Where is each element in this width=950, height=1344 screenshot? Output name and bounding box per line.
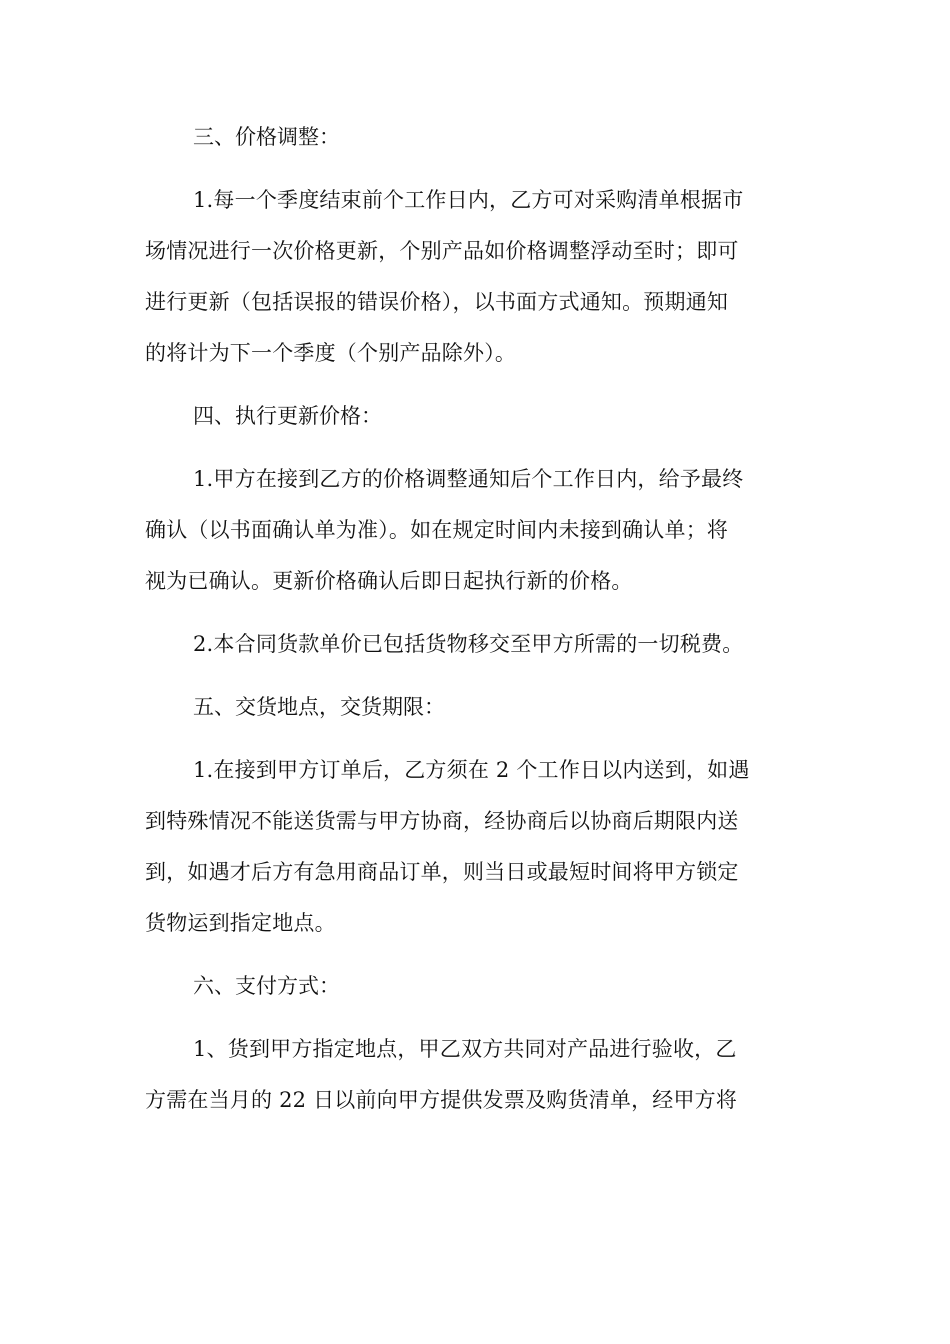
text-line: 1、货到甲方指定地点，甲乙双方共同对产品进行验收，乙 (193, 1037, 737, 1061)
document-body (145, 112, 810, 1138)
section-heading-delivery: 五、交货地点，交货期限： (193, 695, 445, 719)
text-line: 视为已确认。更新价格确认后即日起执行新的价格。 (145, 569, 633, 593)
text-line: 1.每一个季度结束前个工作日内，乙方可对采购清单根据市 (193, 188, 744, 212)
text-line: 1.在接到甲方订单后，乙方须在 2 个工作日以内送到，如遇 (193, 758, 750, 782)
text-line: 进行更新（包括误报的错误价格），以书面方式通知。预期通知 (145, 290, 729, 314)
section-heading-price-adjustment: 三、价格调整： (193, 125, 340, 149)
paragraph-price-adjustment-1 (145, 175, 810, 379)
paragraph-delivery-1 (145, 745, 810, 949)
text-line: 1.甲方在接到乙方的价格调整通知后个工作日内，给予最终 (193, 467, 744, 491)
section-heading-payment: 六、支付方式： (193, 974, 340, 998)
text-line: 到，如遇才后方有急用商品订单，则当日或最短时间将甲方锁定 (145, 860, 739, 884)
text-line: 的将计为下一个季度（个别产品除外）。 (145, 341, 517, 365)
paragraph-execute-price-2 (145, 619, 810, 670)
text-line: 方需在当月的 22 日以前向甲方提供发票及购货清单，经甲方将 (145, 1088, 738, 1112)
paragraph-execute-price-1 (145, 454, 810, 607)
section-heading-execute-price: 四、执行更新价格： (193, 404, 382, 428)
paragraph-payment-1 (145, 1024, 810, 1126)
text-line: 场情况进行一次价格更新，个别产品如价格调整浮动至时；即可 (145, 239, 739, 263)
text-line: 确认（以书面确认单为准）。如在规定时间内未接到确认单；将 (145, 518, 729, 542)
text-line: 货物运到指定地点。 (145, 911, 336, 935)
text-line: 到特殊情况不能送货需与甲方协商，经协商后以协商后期限内送 (145, 809, 739, 833)
text-line: 2.本合同货款单价已包括货物移交至甲方所需的一切税费。 (193, 632, 744, 656)
